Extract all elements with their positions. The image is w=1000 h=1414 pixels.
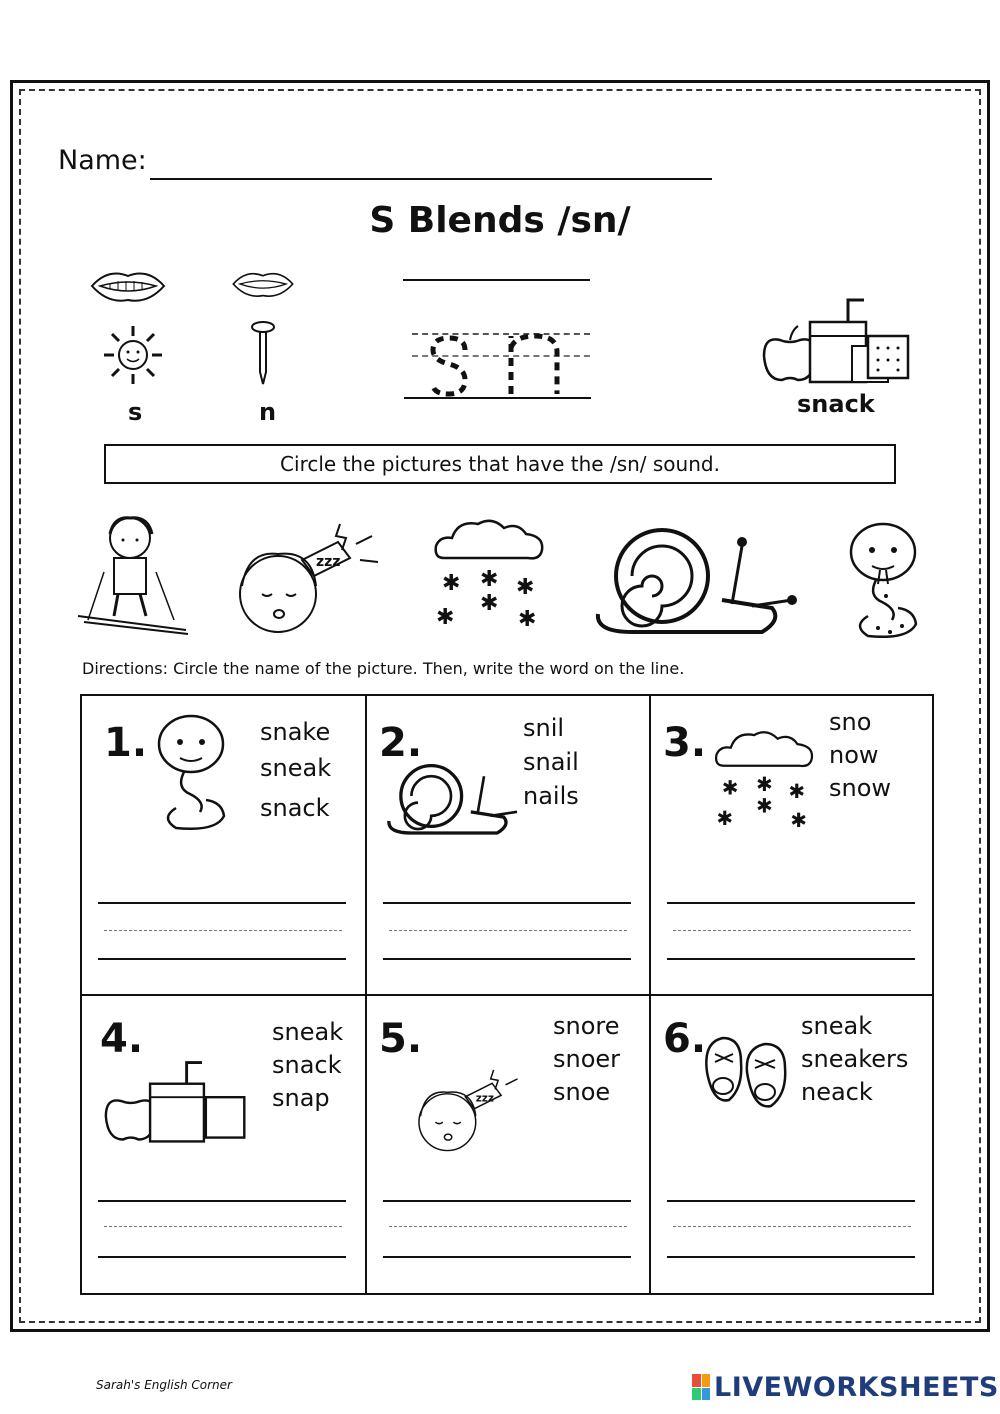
option-word[interactable]: snack bbox=[260, 794, 330, 822]
exercise-number: 1. bbox=[104, 720, 148, 766]
option-word[interactable]: nails bbox=[523, 782, 579, 810]
sleeping-boy-icon[interactable] bbox=[232, 514, 382, 636]
option-word[interactable]: snow bbox=[829, 774, 892, 802]
option-word[interactable]: sneak bbox=[260, 754, 332, 782]
snoring-boy-icon bbox=[413, 1062, 525, 1154]
exercise-cell-6 bbox=[651, 996, 932, 1293]
svg-text:✱: ✱ bbox=[518, 607, 537, 632]
svg-text:✱: ✱ bbox=[436, 605, 455, 630]
option-word[interactable]: neack bbox=[801, 1078, 873, 1106]
answer-base-line bbox=[383, 1256, 631, 1258]
exercise-cell-4 bbox=[82, 996, 367, 1293]
answer-base-line bbox=[98, 958, 346, 960]
option-word[interactable]: snoe bbox=[553, 1078, 611, 1106]
exercise-grid bbox=[80, 694, 934, 1295]
answer-guide-line bbox=[104, 1226, 342, 1227]
exercise-number: 2. bbox=[379, 720, 423, 766]
svg-text:✱: ✱ bbox=[480, 567, 499, 592]
option-word[interactable]: snake bbox=[260, 718, 331, 746]
svg-text:✱: ✱ bbox=[516, 575, 535, 600]
nail-icon bbox=[248, 320, 278, 386]
answer-base-line bbox=[383, 958, 631, 960]
answer-line[interactable] bbox=[383, 1200, 631, 1202]
sun-icon bbox=[100, 322, 166, 388]
option-word[interactable]: snore bbox=[553, 1012, 620, 1040]
page-title: S Blends /sn/ bbox=[369, 200, 631, 241]
option-word[interactable]: snap bbox=[272, 1084, 330, 1112]
snack-icon bbox=[102, 1058, 252, 1146]
answer-line[interactable] bbox=[383, 902, 631, 904]
directions-text: Directions: Circle the name of the picture. Then, write the word on the line. bbox=[82, 659, 685, 678]
option-word[interactable]: sneak bbox=[801, 1012, 873, 1040]
answer-guide-line bbox=[389, 1226, 627, 1227]
svg-text:✱: ✱ bbox=[788, 780, 805, 804]
option-word[interactable]: snail bbox=[523, 748, 579, 776]
letter-n-label: n bbox=[259, 398, 277, 426]
liveworksheets-logo[interactable] bbox=[692, 1372, 999, 1402]
snow-cloud-icon[interactable] bbox=[430, 514, 550, 636]
answer-base-line bbox=[98, 1256, 346, 1258]
svg-text:✱: ✱ bbox=[716, 807, 733, 831]
mouth-s-icon bbox=[88, 266, 168, 306]
svg-text:✱: ✱ bbox=[756, 772, 773, 796]
sneakers-icon bbox=[701, 1032, 793, 1112]
exercise-number: 5. bbox=[379, 1016, 423, 1062]
name-field[interactable] bbox=[150, 178, 712, 180]
traceable-letters bbox=[425, 332, 575, 398]
exercise-cell-1 bbox=[82, 696, 367, 996]
footer-credit: Sarah's English Corner bbox=[96, 1378, 232, 1392]
logo-mark-icon bbox=[692, 1374, 710, 1400]
exercise-number: 4. bbox=[100, 1016, 144, 1062]
blend-answer-line[interactable] bbox=[403, 279, 590, 281]
answer-guide-line bbox=[673, 1226, 911, 1227]
option-word[interactable]: snoer bbox=[553, 1045, 621, 1073]
option-word[interactable]: sno bbox=[829, 708, 872, 736]
answer-base-line bbox=[667, 1256, 915, 1258]
answer-line[interactable] bbox=[98, 1200, 346, 1202]
answer-line[interactable] bbox=[667, 1200, 915, 1202]
option-word[interactable]: now bbox=[829, 741, 879, 769]
svg-text:zzz: zzz bbox=[475, 1092, 494, 1105]
answer-guide-line bbox=[389, 930, 627, 931]
exercise-cell-3 bbox=[651, 696, 932, 996]
exercise-cell-2 bbox=[367, 696, 651, 996]
snake-icon bbox=[146, 708, 236, 832]
answer-base-line bbox=[667, 958, 915, 960]
logo-text: LIVEWORKSHEETS bbox=[714, 1371, 999, 1403]
svg-text:zzz: zzz bbox=[316, 554, 341, 570]
answer-line[interactable] bbox=[98, 902, 346, 904]
svg-text:✱: ✱ bbox=[442, 571, 461, 596]
letter-s-label: s bbox=[128, 398, 143, 426]
option-word[interactable]: sneak bbox=[272, 1018, 344, 1046]
svg-text:✱: ✱ bbox=[790, 808, 807, 832]
svg-text:✱: ✱ bbox=[721, 776, 739, 800]
svg-text:✱: ✱ bbox=[756, 794, 773, 818]
exercise-number: 3. bbox=[663, 720, 707, 766]
option-word[interactable]: sneakers bbox=[801, 1045, 909, 1073]
trace-guide-bottom bbox=[404, 397, 591, 399]
snack-icon bbox=[760, 296, 916, 386]
instruction-box bbox=[104, 444, 896, 484]
name-label: Name: bbox=[58, 145, 147, 176]
exercise-cell-5 bbox=[367, 996, 651, 1293]
answer-line[interactable] bbox=[667, 902, 915, 904]
answer-guide-line bbox=[673, 930, 911, 931]
snake-icon[interactable] bbox=[838, 516, 928, 640]
option-word[interactable]: snil bbox=[523, 714, 565, 742]
instruction-text: Circle the pictures that have the /sn/ sound. bbox=[280, 452, 720, 476]
snow-cloud-icon bbox=[711, 726, 819, 836]
example-word-label: snack bbox=[797, 390, 875, 418]
option-word[interactable]: snack bbox=[272, 1051, 342, 1079]
exercise-number: 6. bbox=[663, 1016, 707, 1062]
mouth-n-icon bbox=[230, 266, 296, 302]
snail-icon bbox=[385, 758, 521, 838]
answer-guide-line bbox=[104, 930, 342, 931]
skier-icon[interactable] bbox=[74, 512, 192, 636]
snail-icon[interactable] bbox=[592, 520, 798, 638]
svg-text:✱: ✱ bbox=[480, 591, 499, 616]
